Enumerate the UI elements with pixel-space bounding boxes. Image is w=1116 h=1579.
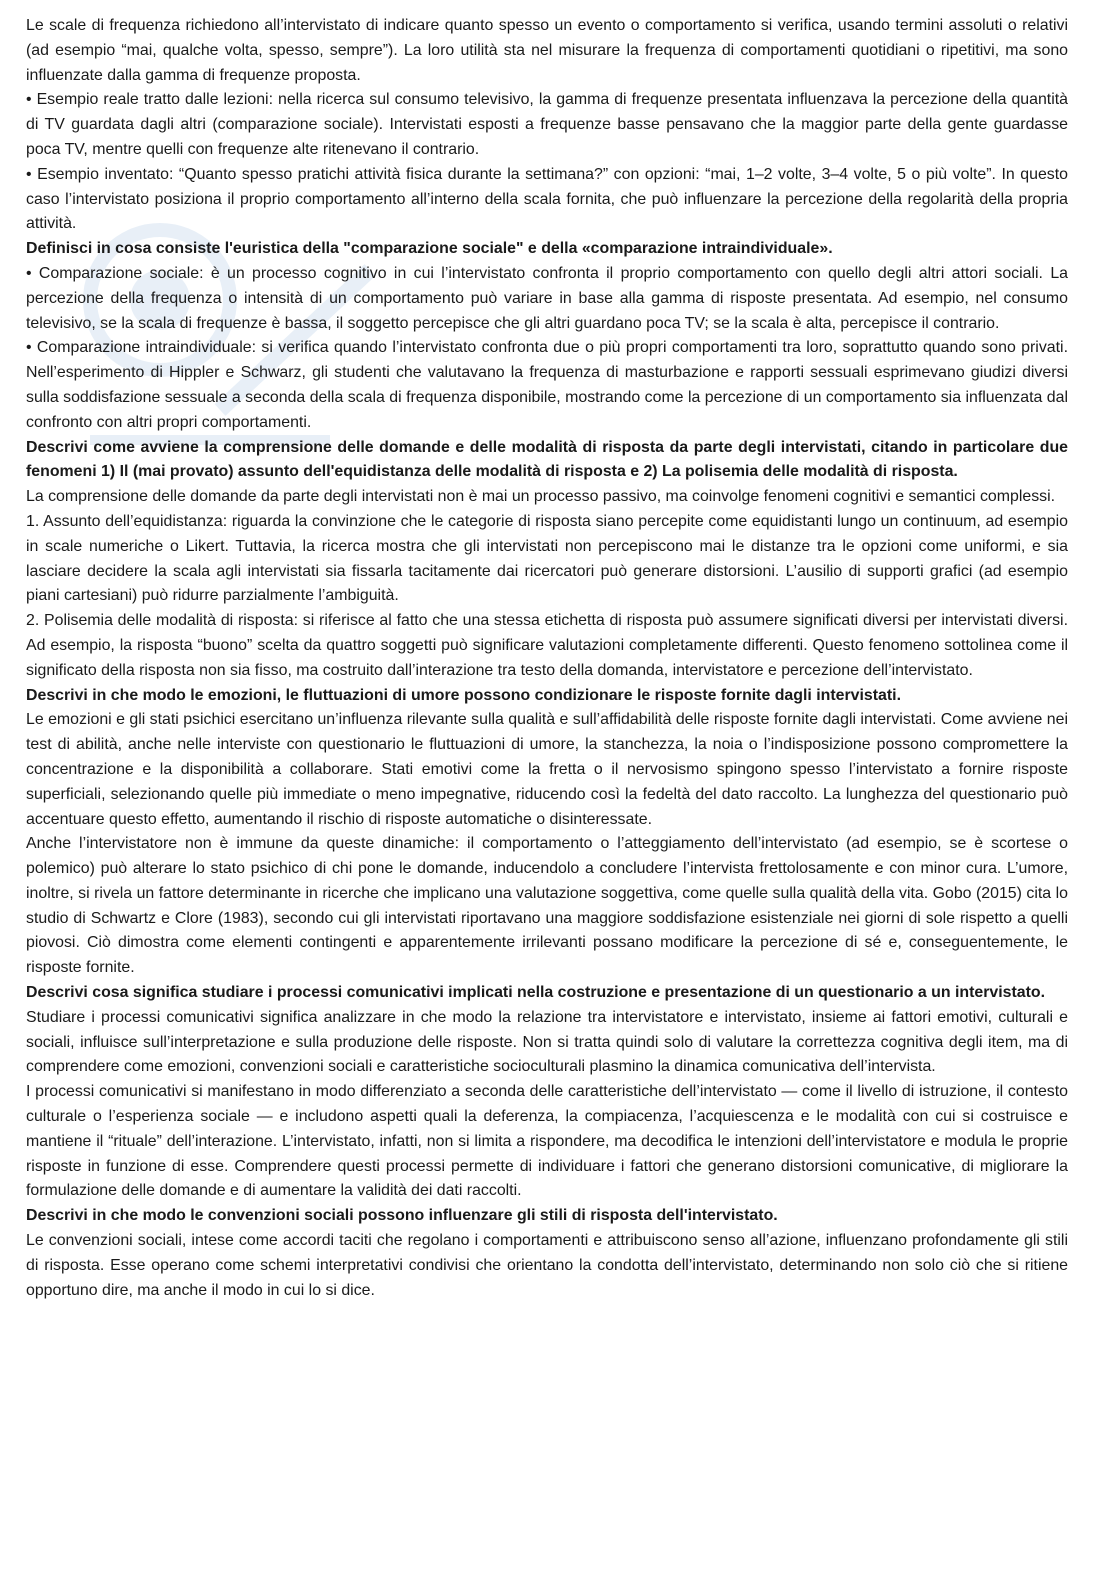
paragraph: Anche l’intervistatore non è immune da queste dinamiche: il comportamento o l’atteggiamento dell’intervistato (ad esempio, se è scortese o polemico) può alterare lo stato psichico di chi pone le domande, inducendolo a concludere l’intervista frettolosamente e con minor cura. L’umore, inoltre, si rivela un fattore determinante in ricerche che implicano una valutazione soggettiva, come quelle sulla qualità della vita. Gobo (2015) cita lo studio di Schwartz e Clore (1983), secondo cui gli intervistati riportavano una maggiore soddisfazione esistenziale nei giorni di sole rispetto a quelli piovosi. Ciò dimostra come elementi contingenti e apparentemente irrilevanti possano modificare la percezione di sé e, conseguentemente, le risposte fornite. [26, 835, 1068, 977]
paragraph: 2. Polisemia delle modalità di risposta: si riferisce al fatto che una stessa etichetta di risposta può assumere significati diversi per intervistati diversi. Ad esempio, la risposta “buono” scelta da quattro soggetti può significare valutazioni completamente differenti. Questo fenomeno sottolinea come il significato della risposta non sia fisso, ma costruito dall’interazione tra testo della domanda, intervistatore e percezione dell’intervistato. [26, 612, 1068, 679]
paragraph: • Esempio reale tratto dalle lezioni: nella ricerca sul consumo televisivo, la gamma di frequenze presentata influenzava la percezione della quantità di TV guardata dagli altri (comparazione sociale). Intervistati esposti a frequenze basse pensavano che la maggior parte della gente guardasse poca TV, mentre quelli con frequenze alte ritenevano il contrario. [26, 91, 1068, 158]
paragraph: Studiare i processi comunicativi significa analizzare in che modo la relazione tra intervistatore e intervistato, insieme ai fattori emotivi, culturali e sociali, influisce sull’interpretazione e sulla produzione delle risposte. Non si tratta quindi solo di valutare la correttezza cognitiva degli item, ma di comprendere come emozioni, convenzioni sociali e caratteristiche socioculturali plasmino la dinamica comunicativa dell’intervista. [26, 1008, 1068, 1076]
paragraph: La comprensione delle domande da parte degli intervistati non è mai un processo passivo, ma coinvolge fenomeni cognitivi e semantici complessi. [26, 488, 1056, 506]
paragraph: • Comparazione intraindividuale: si verifica quando l’intervistato confronta due o più propri comportamenti tra loro, soprattutto quando sono privati. Nell’esperimento di Hippler e Schwarz, gli studenti che valutavano la frequenza di masturbazione e rapporti sessuali esprimevano giudizi diversi sulla soddisfazione sessuale a seconda della scala di frequenza disponibile, mostrando come la percezione di un comportamento sia influenzata dal confronto con altri propri comportamenti. [26, 339, 1068, 431]
question-heading: Descrivi in che modo le convenzioni sociali possono influenzare gli stili di risposta dell'intervistato. [26, 1207, 778, 1225]
paragraph: Le convenzioni sociali, intese come accordi taciti che regolano i comportamenti e attribuiscono senso all’azione, influenzano profondamente gli stili di risposta. Esse operano come schemi interpretativi condivisi che orientano la condotta dell’intervistato, determinando non solo ciò che si ritiene opportuno dire, ma anche il modo in cui lo si dice. [26, 1232, 1068, 1299]
paragraph: I processi comunicativi si manifestano in modo differenziato a seconda delle caratteristiche dell’intervistato — come il livello di istruzione, il contesto culturale o l’esperienza sociale — e includono aspetti quali la deferenza, la compiacenza, l’acquiescenza e le modalità con cui si costruisce e mantiene il “rituale” dell’interazione. L’intervistato, infatti, non si limita a rispondere, ma decodifica le intenzioni dell’intervistatore e modula le proprie risposte in funzione di esse. Comprendere questi processi permette di individuare i fattori che generano distorsioni comunicative, di migliorare la formulazione delle domande e di aumentare la validità dei dati raccolti. [26, 1083, 1068, 1200]
document-page [26, 14, 1068, 1303]
question-heading: Descrivi in che modo le emozioni, le fluttuazioni di umore possono condizionare le risposte fornite dagli intervistati. [26, 686, 902, 704]
question-heading: Descrivi cosa significa studiare i processi comunicativi implicati nella costruzione e presentazione di un questionario a un intervistato. [26, 984, 1046, 1002]
paragraph: • Comparazione sociale: è un processo cognitivo in cui l’intervistato confronta il proprio comportamento con quello degli altri attori sociali. La percezione della frequenza o intensità di un comportamento può variare in base alla gamma di risposte presentata. Ad esempio, nel consumo televisivo, se la scala di frequenze è bassa, il soggetto percepisce che gli altri guardano poca TV; se la scala è alta, percepisce il contrario. [26, 264, 1068, 332]
paragraph: Le scale di frequenza richiedono all’intervistato di indicare quanto spesso un evento o comportamento si verifica, usando termini assoluti o relativi (ad esempio “mai, qualche volta, spesso, sempre”). La loro utilità sta nel misurare la frequenza di comportamenti quotidiani o ripetitivi, ma sono influenzate dalla gamma di frequenze proposta. [26, 17, 1068, 84]
paragraph: 1. Assunto dell’equidistanza: riguarda la convinzione che le categorie di risposta siano percepite come equidistanti lungo un continuum, ad esempio in scale numeriche o Likert. Tuttavia, la ricerca mostra che gli intervistati non percepiscono mai le distanze tra le opzioni come uniformi, e sia lasciare decidere la scala agli intervistati sia fissarla tacitamente dai ricercatori può generare distorsioni. L’ausilio di supporti grafici (ad esempio piani cartesiani) può ridurre parzialmente l’ambiguità. [26, 512, 1068, 605]
paragraph: • Esempio inventato: “Quanto spesso pratichi attività fisica durante la settimana?” con opzioni: “mai, 1–2 volte, 3–4 volte, 5 o più volte”. In questo caso l’intervistato posiziona il proprio comportamento all’interno della scala fornita, che può influenzare la percezione della regolarità della propria attività. [26, 165, 1068, 233]
question-heading: Definisci in cosa consiste l'euristica della "comparazione sociale" e della «comparazione intraindividuale». [26, 240, 833, 258]
question-heading: Descrivi come avviene la comprensione delle domande e delle modalità di risposta da parte degli intervistati, citando in particolare due fenomeni 1) Il (mai provato) assunto dell'equidistanza delle modalità di risposta e 2) La polisemia delle modalità di risposta. [26, 438, 1068, 481]
paragraph: Le emozioni e gli stati psichici esercitano un’influenza rilevante sulla qualità e sull’affidabilità delle risposte fornite dagli intervistati. Come avviene nei test di abilità, anche nelle interviste con questionario le fluttuazioni di umore, la stanchezza, la noia o l’indisposizione possono compromettere la concentrazione e la disponibilità a collaborare. Stati emotivi come la fretta o il nervosismo spingono spesso l’intervistato a fornire risposte superficiali, selezionando quelle più immediate o meno impegnative, riducendo così la fedeltà del dato raccolto. La lunghezza del questionario può accentuare questo effetto, aumentando il rischio di risposte automatiche o disinteressate. [26, 711, 1068, 828]
